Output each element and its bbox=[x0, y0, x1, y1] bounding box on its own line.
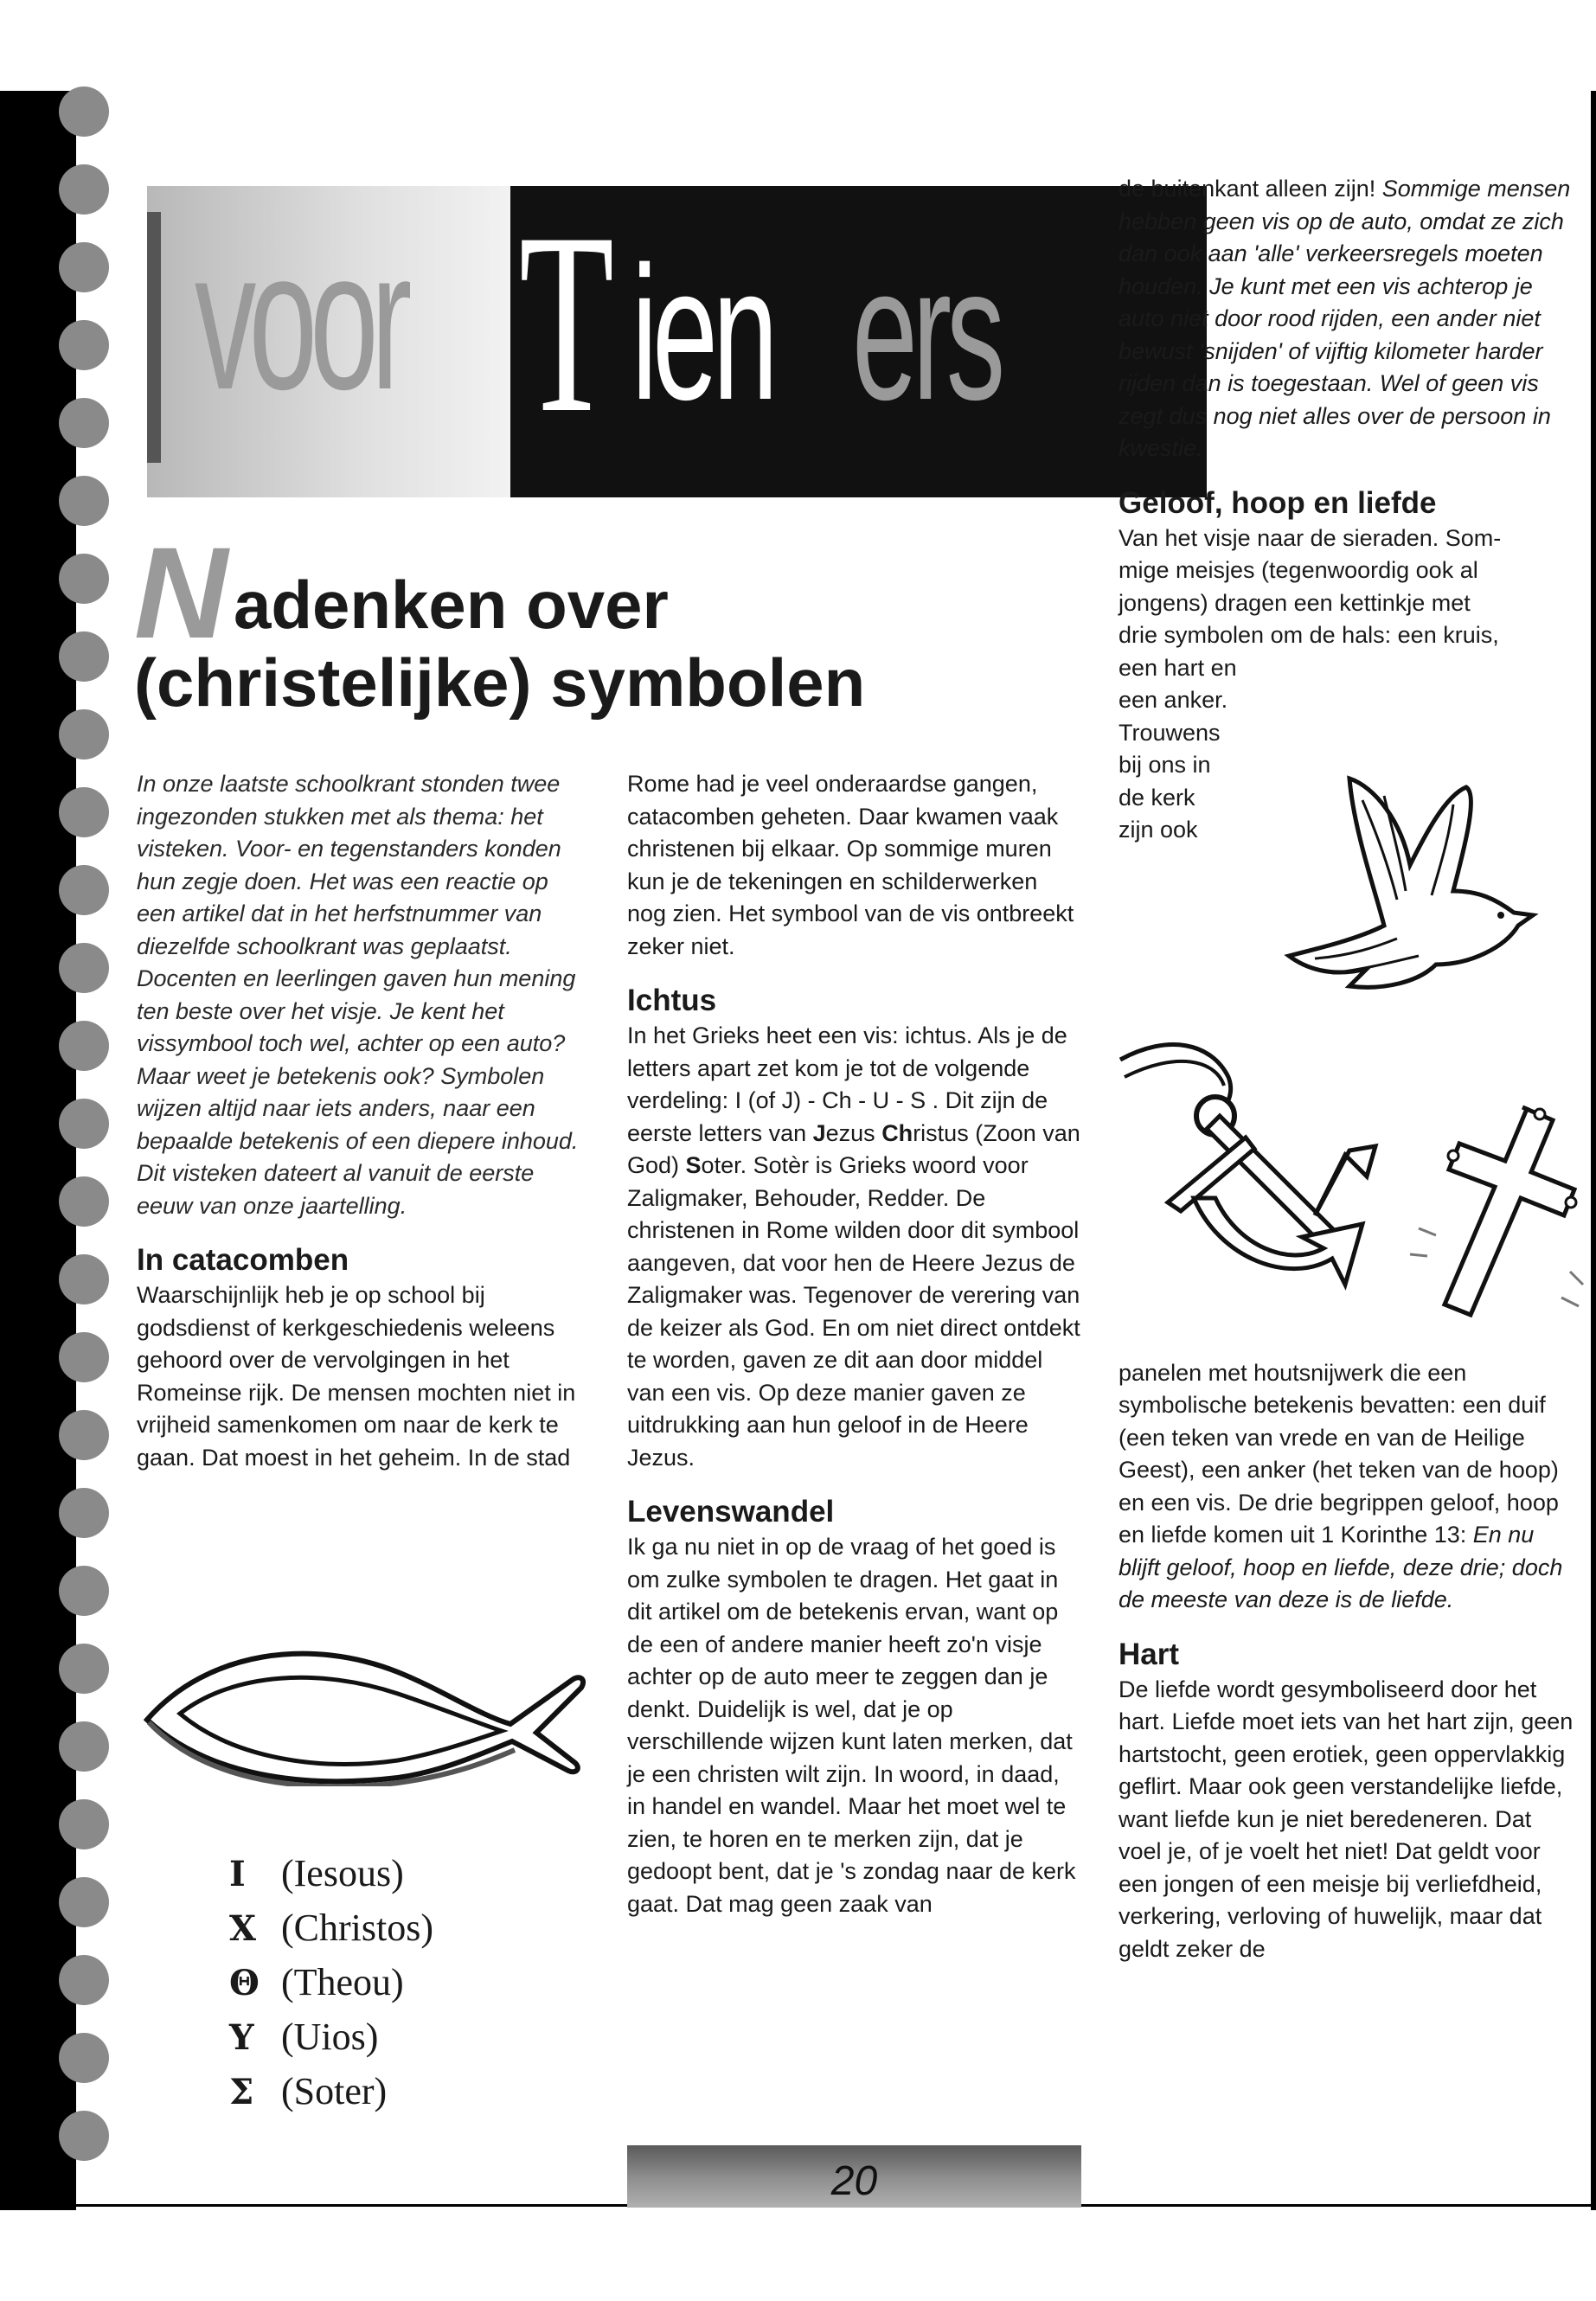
ichtus-bold-letter: Ch bbox=[881, 1119, 913, 1146]
binder-hole bbox=[59, 1332, 109, 1382]
acrostic-row bbox=[229, 1847, 558, 1901]
hart-paragraph: De liefde wordt gesymboliseerd door het hart. Liefde moet iets van het hart zijn, geen hartstocht, geen erotiek, geen oppervlakkig geflirt. Maar ook geen verstandelijke liefde, want liefde kun je niet beredeneren. Dat voel je, of je voelt het niet! Dat geldt voor een jongen of een meisje bij verliefdheid, verkering, verloving of huwelijk, maar dat geldt zeker de bbox=[1118, 1676, 1574, 1962]
text-line: drie symbolen om de hals: een kruis, bbox=[1118, 622, 1499, 648]
greek-letter: X bbox=[229, 1908, 257, 1949]
acrostic-row bbox=[229, 2065, 558, 2119]
greek-word: (Soter) bbox=[281, 2070, 388, 2112]
binder-hole bbox=[59, 1488, 109, 1538]
greek-word: (Uios) bbox=[281, 2016, 379, 2058]
acrostic-row bbox=[229, 1956, 558, 2010]
ichtus-text: ristus (Zoon van God) bbox=[627, 1119, 1080, 1178]
banner-bar bbox=[147, 212, 161, 463]
page-number: 20 bbox=[830, 2158, 878, 2204]
binder-hole bbox=[59, 1877, 109, 1927]
panelen-text: panelen met houtsnijwerk die een symbolische betekenis bevatten: een duif (een teken van vrede en van de Heilige Geest), een anker (het teken van de hoop) en een vis. De drie begrippen geloof, hoop en liefde komen uit 1 Korinthe 13: bbox=[1118, 1359, 1559, 1548]
binder-hole bbox=[59, 242, 109, 292]
bible-quote: En nu blijft geloof, hoop en liefde, deze drie; doch de meeste van deze is de liefde. bbox=[1118, 1522, 1563, 1612]
binder-hole bbox=[59, 865, 109, 915]
greek-letter: Y bbox=[229, 2017, 254, 2058]
text-line: bij ons in bbox=[1118, 752, 1211, 778]
binder-hole bbox=[59, 943, 109, 993]
text-line: een hart en bbox=[1118, 654, 1237, 681]
binder-hole bbox=[59, 554, 109, 604]
headline-dropcap: N bbox=[134, 520, 228, 665]
catacomben-continued: Rome had je veel onderaardse gangen, catacomben geheten. Daar kwamen vaak christenen bij elkaar. Op sommige muren kun je de tekeningen en schilderwerken nog zien. Het symbool van de vis ontbreekt zeker niet. bbox=[627, 771, 1074, 959]
ichthys-acrostic bbox=[229, 1847, 558, 2119]
opening-text: de buitenkant alleen zijn! bbox=[1118, 176, 1382, 202]
section-banner bbox=[147, 179, 1064, 497]
text-line: mige meisjes (tegenwoordig ook al bbox=[1118, 557, 1478, 583]
greek-word: (Iesous) bbox=[281, 1852, 404, 1894]
binder-hole bbox=[59, 320, 109, 370]
text-line: Trouwens bbox=[1118, 719, 1221, 746]
heading-catacomben: In catacomben bbox=[137, 1243, 349, 1277]
panelen-paragraph bbox=[1118, 1357, 1575, 1617]
text-line: een anker. bbox=[1118, 687, 1228, 713]
ichtus-bold-letter: S bbox=[685, 1152, 702, 1178]
levenswandel-paragraph: Ik ga nu niet in op de vraag of het goed is om zulke symbolen te dragen. Het gaat in dit artikel om de betekenis ervan, want op de een of andere manier heeft zo'n visje achter op de auto meer te zeggen dan je denkt. Duidelijk is wel, dat je op verschillende wijzen kunt laten merken, dat je een christen wilt zijn. In woord, in daad, in handel en wandel. Maar het moet wel te zien, te horen en te merken zijn, dat je gedoopt bent, dat je 's zondag naar de kerk gaat. Dat mag geen zaak van bbox=[627, 1534, 1076, 1917]
banner-word-ers: ers bbox=[852, 227, 1000, 439]
binder-hole bbox=[59, 1099, 109, 1149]
ichtus-text: In het Grieks heet een vis: ichtus. Als je de letters apart zet kom je tot de volgende verdeling: I (of J) - Ch - U - S . Dit zijn de eerste letters van bbox=[627, 1022, 1067, 1146]
greek-letter: Θ bbox=[229, 1963, 260, 2003]
acrostic-row bbox=[229, 1901, 558, 1956]
greek-letter: I bbox=[229, 1854, 246, 1894]
opening-italic: Sommige mensen hebben geen vis op de auto, omdat ze zich dan ook aan 'alle' verkeersregels moeten houden. Je kunt met een vis achterop je auto niet door rood rijden, een ander niet bewust 'snijden' of vijftig kilometer harder rijden dan is toegestaan. Wel of geen vis zegt dus nog niet alles over de persoon in kwestie. bbox=[1118, 176, 1571, 461]
dove-icon bbox=[1280, 761, 1540, 1021]
binder-hole bbox=[59, 2033, 109, 2083]
ichthys-fish-icon bbox=[138, 1587, 588, 1786]
binder-hole bbox=[59, 1410, 109, 1460]
binder-hole bbox=[59, 1644, 109, 1694]
text-line: de kerk bbox=[1118, 784, 1195, 811]
column-2 bbox=[627, 768, 1081, 1920]
banner-letter-t: T bbox=[519, 179, 614, 466]
anchor-icon bbox=[1116, 1025, 1401, 1311]
heading-ichtus: Ichtus bbox=[627, 984, 717, 1017]
greek-letter: Σ bbox=[229, 2072, 254, 2112]
binder-hole bbox=[59, 2111, 109, 2161]
headline-line-2: (christelijke) symbolen bbox=[134, 644, 866, 721]
binder-hole bbox=[59, 1176, 109, 1227]
banner-word-voor: voor bbox=[195, 208, 405, 431]
banner-word-ien: ien bbox=[631, 227, 773, 439]
greek-word: (Theou) bbox=[281, 1961, 404, 2003]
cross-icon bbox=[1401, 1099, 1592, 1324]
ichtus-paragraph bbox=[627, 1020, 1081, 1474]
ichtus-text: ezus bbox=[825, 1119, 882, 1146]
column-3-opening bbox=[1118, 173, 1575, 465]
binder-hole bbox=[59, 787, 109, 837]
binder-hole bbox=[59, 1799, 109, 1849]
binder-hole bbox=[59, 1721, 109, 1772]
binder-hole bbox=[59, 631, 109, 682]
catacomben-paragraph: Waarschijnlijk heb je op school bij godsdienst of kerkgeschiedenis weleens gehoord over de vervolgingen in het Romeinse rijk. De mensen mochten niet in vrijheid samenkomen om naar de kerk te gaan. Dat moest in het geheim. In de stad bbox=[137, 1282, 576, 1471]
binder-hole bbox=[59, 1955, 109, 2005]
binder-hole bbox=[59, 476, 109, 526]
acrostic-row bbox=[229, 2010, 558, 2065]
binder-hole bbox=[59, 709, 109, 760]
binder-hole bbox=[59, 1566, 109, 1616]
binder-hole bbox=[59, 1254, 109, 1304]
ichtus-bold-letter: J bbox=[812, 1119, 826, 1146]
binder-hole bbox=[59, 164, 109, 215]
binder-hole bbox=[59, 398, 109, 448]
ichtus-text: oter. Sotèr is Grieks woord voor Zaligmaker, Behouder, Redder. De christenen in Rome wilden door dit symbool aangeven, dat voor hen de Heere Jezus de Zaligmaker was. Tegenover de verering van de keizer als God. En om niet direct ontdekt te worden, gaven ze dit aan door middel van een vis. Op deze manier gaven ze uitdrukking aan hun geloof in de Heere Jezus. bbox=[627, 1152, 1080, 1471]
heading-geloof-hoop-liefde: Geloof, hoop en liefde bbox=[1118, 485, 1437, 520]
binder-hole bbox=[59, 87, 109, 137]
text-line: Van het visje naar de sieraden. Som- bbox=[1118, 524, 1502, 551]
intro-paragraph: In onze laatste schoolkrant stonden twee ingezonden stukken met als thema: het visteken. Voor- en tegenstanders konden hun zegje doen. Het was een reactie op een artikel dat in het herfstnummer van diezelfde schoolkrant was geplaatst. Docenten en leerlingen gaven hun mening ten beste over het visje. Je kent het vissymbool toch wel, achter op een auto? Maar weet je betekenis ook? Symbolen wijzen altijd naar iets anders, naar een bepaalde betekenis of een diepere inhoud. Dit visteken dateert al vanuit de eerste eeuw van onze jaartelling. bbox=[137, 771, 579, 1219]
greek-word: (Christos) bbox=[281, 1907, 433, 1949]
page-footer-bar bbox=[627, 2145, 1081, 2208]
heading-hart: Hart bbox=[1118, 1637, 1180, 1671]
headline-line-1: adenken over bbox=[234, 567, 669, 643]
text-line: jongens) dragen een kettinkje met bbox=[1118, 589, 1471, 616]
heading-levenswandel: Levenswandel bbox=[627, 1495, 835, 1529]
text-line: zijn ook bbox=[1118, 817, 1198, 843]
column-1 bbox=[137, 768, 586, 1474]
binder-hole bbox=[59, 1021, 109, 1071]
